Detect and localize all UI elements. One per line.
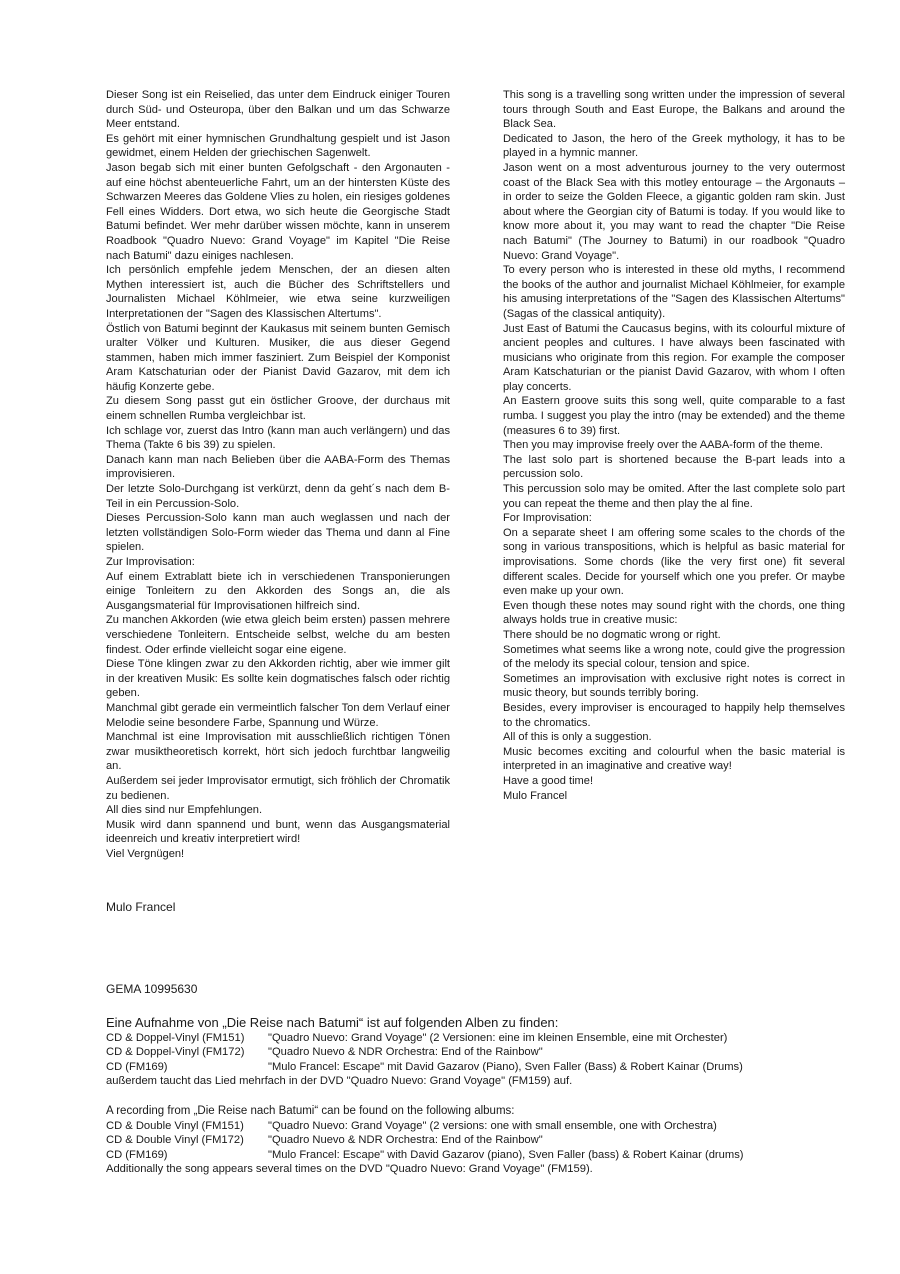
- paragraph: Ich persönlich empfehle jedem Menschen, der an diesen alten Mythen interessiert ist, auch die Bücher des Schriftstellers und Journalisten Michael Köhlmeier, wie etwa seine kurzweiligen Interpretationen der "Sagen des Klassischen Altertums".: [106, 264, 450, 320]
- paragraph: Besides, every improviser is encouraged to happily help themselves to the chromatics.: [503, 701, 845, 729]
- paragraph: Have a good time!: [503, 774, 594, 787]
- paragraph: Zu manchen Akkorden (wie etwa gleich beim ersten) passen mehrere verschiedene Tonleitern. Entscheide selbst, welche du am besten findest. Oder erfinde vielleicht sogar eine eigene.: [106, 614, 450, 656]
- paragraph: An Eastern groove suits this song well, quite comparable to a fast rumba. I suggest you play the intro (may be extended) and the theme (measures 6 to 39) first.: [503, 395, 845, 437]
- paragraph: All dies sind nur Empfehlungen.: [106, 804, 263, 817]
- recordings-heading: Eine Aufnahme von „Die Reise nach Batumi“ ist auf folgenden Alben zu finden:: [106, 1015, 559, 1030]
- table-row: [106, 1060, 743, 1074]
- paragraph: Danach kann man nach Belieben über die AABA-Form des Themas improvisieren.: [106, 453, 450, 481]
- album-table: [106, 1031, 743, 1074]
- paragraph: Zu diesem Song passt gut ein östlicher Groove, der durchaus mit einem schnellen Rumba vergleichbar ist.: [106, 395, 450, 423]
- album-title: "Quadro Nuevo & NDR Orchestra: End of the Rainbow": [268, 1134, 543, 1147]
- album-title: "Mulo Francel: Escape" with David Gazarov (piano), Sven Faller (bass) & Robert Kainar (drums): [268, 1148, 744, 1161]
- paragraph: All of this is only a suggestion.: [503, 731, 652, 744]
- paragraph: Außerdem sei jeder Improvisator ermutigt, sich fröhlich der Chromatik zu bedienen.: [106, 774, 450, 802]
- paragraph: Jason begab sich mit einer bunten Gefolgschaft - den Argonauten - auf eine höchst abenteuerliche Fahrt, um an der hintersten Küste des Schwarzen Meeres das Goldene Vlies zu holen, ein riesiges goldenes Fell eines Widders. Dort etwa, wo sich heute die Georgische Stadt Batumi befindet. Wer mehr darüber wissen möchte, kann in unserem Roadbook "Quadro Nuevo: Grand Voyage" im Kapitel "Die Reise nach Batumi" dazu einiges nachlesen.: [106, 161, 450, 262]
- english-column: [503, 88, 845, 803]
- paragraph: Dedicated to Jason, the hero of the Greek mythology, it has to be played in a hymnic manner.: [503, 132, 845, 160]
- album-format: CD & Doppel-Vinyl (FM151): [106, 1032, 245, 1044]
- table-row: [106, 1148, 744, 1162]
- paragraph: The last solo part is shortened because the B-part leads into a percussion solo.: [503, 453, 845, 481]
- album-format: CD & Doppel-Vinyl (FM172): [106, 1046, 245, 1059]
- paragraph: Mulo Francel: [503, 789, 568, 802]
- paragraph: Dieser Song ist ein Reiselied, das unter dem Eindruck einiger Touren durch Süd- und Osteuropa, über den Balkan und um das Schwarze Meer entstand.: [106, 89, 450, 131]
- paragraph: Music becomes exciting and colourful when the basic material is interpreted in an imaginative and creative way!: [503, 745, 845, 773]
- paragraph: For Improvisation:: [503, 512, 592, 525]
- recordings-english: [106, 1104, 796, 1176]
- table-row: [106, 1045, 743, 1059]
- gema-number: GEMA 10995630: [106, 982, 198, 996]
- paragraph: Ich schlage vor, zuerst das Intro (kann man auch verlängern) und das Thema (Takte 6 bis 39) zu spielen.: [106, 424, 450, 452]
- paragraph: Dieses Percussion-Solo kann man auch weglassen und nach der letzten vollständigen Solo-Form wieder das Thema und dann al Fine spielen.: [106, 512, 450, 554]
- album-format: CD (FM169): [106, 1060, 168, 1073]
- paragraph: Der letzte Solo-Durchgang ist verkürzt, denn da geht´s nach dem B-Teil in ein Percussion-Solo.: [106, 483, 450, 510]
- paragraph: Viel Vergnügen!: [106, 847, 185, 860]
- album-format: CD (FM169): [106, 1148, 168, 1161]
- album-format: CD & Double Vinyl (FM151): [106, 1120, 244, 1132]
- paragraph: Auf einem Extrablatt biete ich in verschiedenen Transponierungen einige Tonleitern zu den Akkorden des Songs an, die als Ausgangsmaterial für Improvisationen hilfreich sind.: [106, 570, 450, 612]
- paragraph: Jason went on a most adventurous journey to the very outermost coast of the Black Sea with this motley entourage – the Argonauts – in order to seize the Golden Fleece, a gigantic golden ram skin. Just about where the Georgian city of Batumi is today. If you would like to know more about it, you may want to read the chapter "Die Reise nach Batumi" (The Journey to Batumi) in our roadbook "Quadro Nuevo: Grand Voyage".: [503, 161, 845, 262]
- recordings-note: Additionally the song appears several times on the DVD "Quadro Nuevo: Grand Voyage" (FM159).: [106, 1162, 593, 1175]
- paragraph: This song is a travelling song written under the impression of several tours through South and East Europe, the Balkans and around the Black Sea.: [503, 89, 845, 131]
- paragraph: Sometimes an improvisation with exclusive right notes is correct in music theory, but sounds terribly boring.: [503, 672, 845, 700]
- paragraph: There should be no dogmatic wrong or right.: [503, 628, 721, 641]
- german-column: [106, 88, 450, 861]
- table-row: [106, 1119, 744, 1133]
- album-format: CD & Double Vinyl (FM172): [106, 1134, 244, 1147]
- recordings-note: außerdem taucht das Lied mehrfach in der DVD "Quadro Nuevo: Grand Voyage" (FM159) auf.: [106, 1074, 573, 1087]
- paragraph: This percussion solo may be omited. After the last complete solo part you can repeat the theme and then play the al fine.: [503, 483, 845, 510]
- paragraph: Even though these notes may sound right with the chords, one thing always holds true in creative music:: [503, 599, 845, 627]
- paragraph: On a separate sheet I am offering some scales to the chords of the song in various transpositions, which is helpful as basic material for improvisations. Some chords (like the very first one) fit several different scales. Decide for yourself which one you prefer. Or maybe even make up your own.: [503, 526, 845, 598]
- album-title: "Mulo Francel: Escape" mit David Gazarov (Piano), Sven Faller (Bass) & Robert Kainar (Drums): [268, 1060, 743, 1073]
- paragraph: Just East of Batumi the Caucasus begins, with its colourful mixture of ancient peoples and cultures. I have always been fascinated with musicians who originate from this region. For example the composer Aram Katschaturian or the pianist David Gazarov, with whom I often play concerts.: [503, 322, 845, 393]
- album-title: "Quadro Nuevo: Grand Voyage" (2 Versionen: eine im kleinen Ensemble, eine mit Orchester): [268, 1032, 728, 1044]
- paragraph: Then you may improvise freely over the AABA-form of the theme.: [503, 439, 824, 452]
- table-row: [106, 1133, 744, 1147]
- album-title: "Quadro Nuevo: Grand Voyage" (2 versions: one with small ensemble, one with Orchestra): [268, 1120, 717, 1132]
- paragraph: Musik wird dann spannend und bunt, wenn das Ausgangsmaterial ideenreich und kreativ interpretiert wird!: [106, 818, 450, 846]
- paragraph: To every person who is interested in these old myths, I recommend the books of the author and journalist Michael Köhlmeier, for example his amusing interpretations of the "Sagen des Klassischen Altertums" (Sagas of the classical antiquity).: [503, 264, 845, 320]
- paragraph: Manchmal gibt gerade ein vermeintlich falscher Ton dem Verlauf einer Melodie seine besondere Farbe, Spannung und Würze.: [106, 701, 450, 729]
- signature: Mulo Francel: [106, 900, 176, 914]
- paragraph: Östlich von Batumi beginnt der Kaukasus mit seinem bunten Gemisch uralter Völker und Kulturen. Musiker, die aus dieser Gegend stammen, haben mich immer fasziniert. Zum Beispiel der Komponist Aram Katschaturian oder der Pianist David Gazarov, mit dem ich häufig Konzerte gebe.: [106, 322, 450, 393]
- album-table: [106, 1119, 744, 1162]
- paragraph: Zur Improvisation:: [106, 556, 195, 568]
- recordings-heading: A recording from „Die Reise nach Batumi“ can be found on the following albums:: [106, 1105, 515, 1117]
- album-title: "Quadro Nuevo & NDR Orchestra: End of the Rainbow": [268, 1046, 543, 1059]
- paragraph: Manchmal ist eine Improvisation mit ausschließlich richtigen Tönen zwar musiktheoretisch korrekt, hört sich jedoch furchtbar langweilig an.: [106, 731, 450, 773]
- paragraph: Diese Töne klingen zwar zu den Akkorden richtig, aber wie immer gilt in der kreativen Musik: Es sollte kein dogmatisches falsch oder richtig geben.: [106, 658, 450, 700]
- paragraph: Es gehört mit einer hymnischen Grundhaltung gespielt und ist Jason gewidmet, einem Helden der griechischen Sagenwelt.: [106, 132, 450, 160]
- table-row: [106, 1031, 743, 1045]
- paragraph: Sometimes what seems like a wrong note, could give the progression of the melody its special colour, tension and spice.: [503, 643, 845, 671]
- recordings-german: [106, 1014, 796, 1088]
